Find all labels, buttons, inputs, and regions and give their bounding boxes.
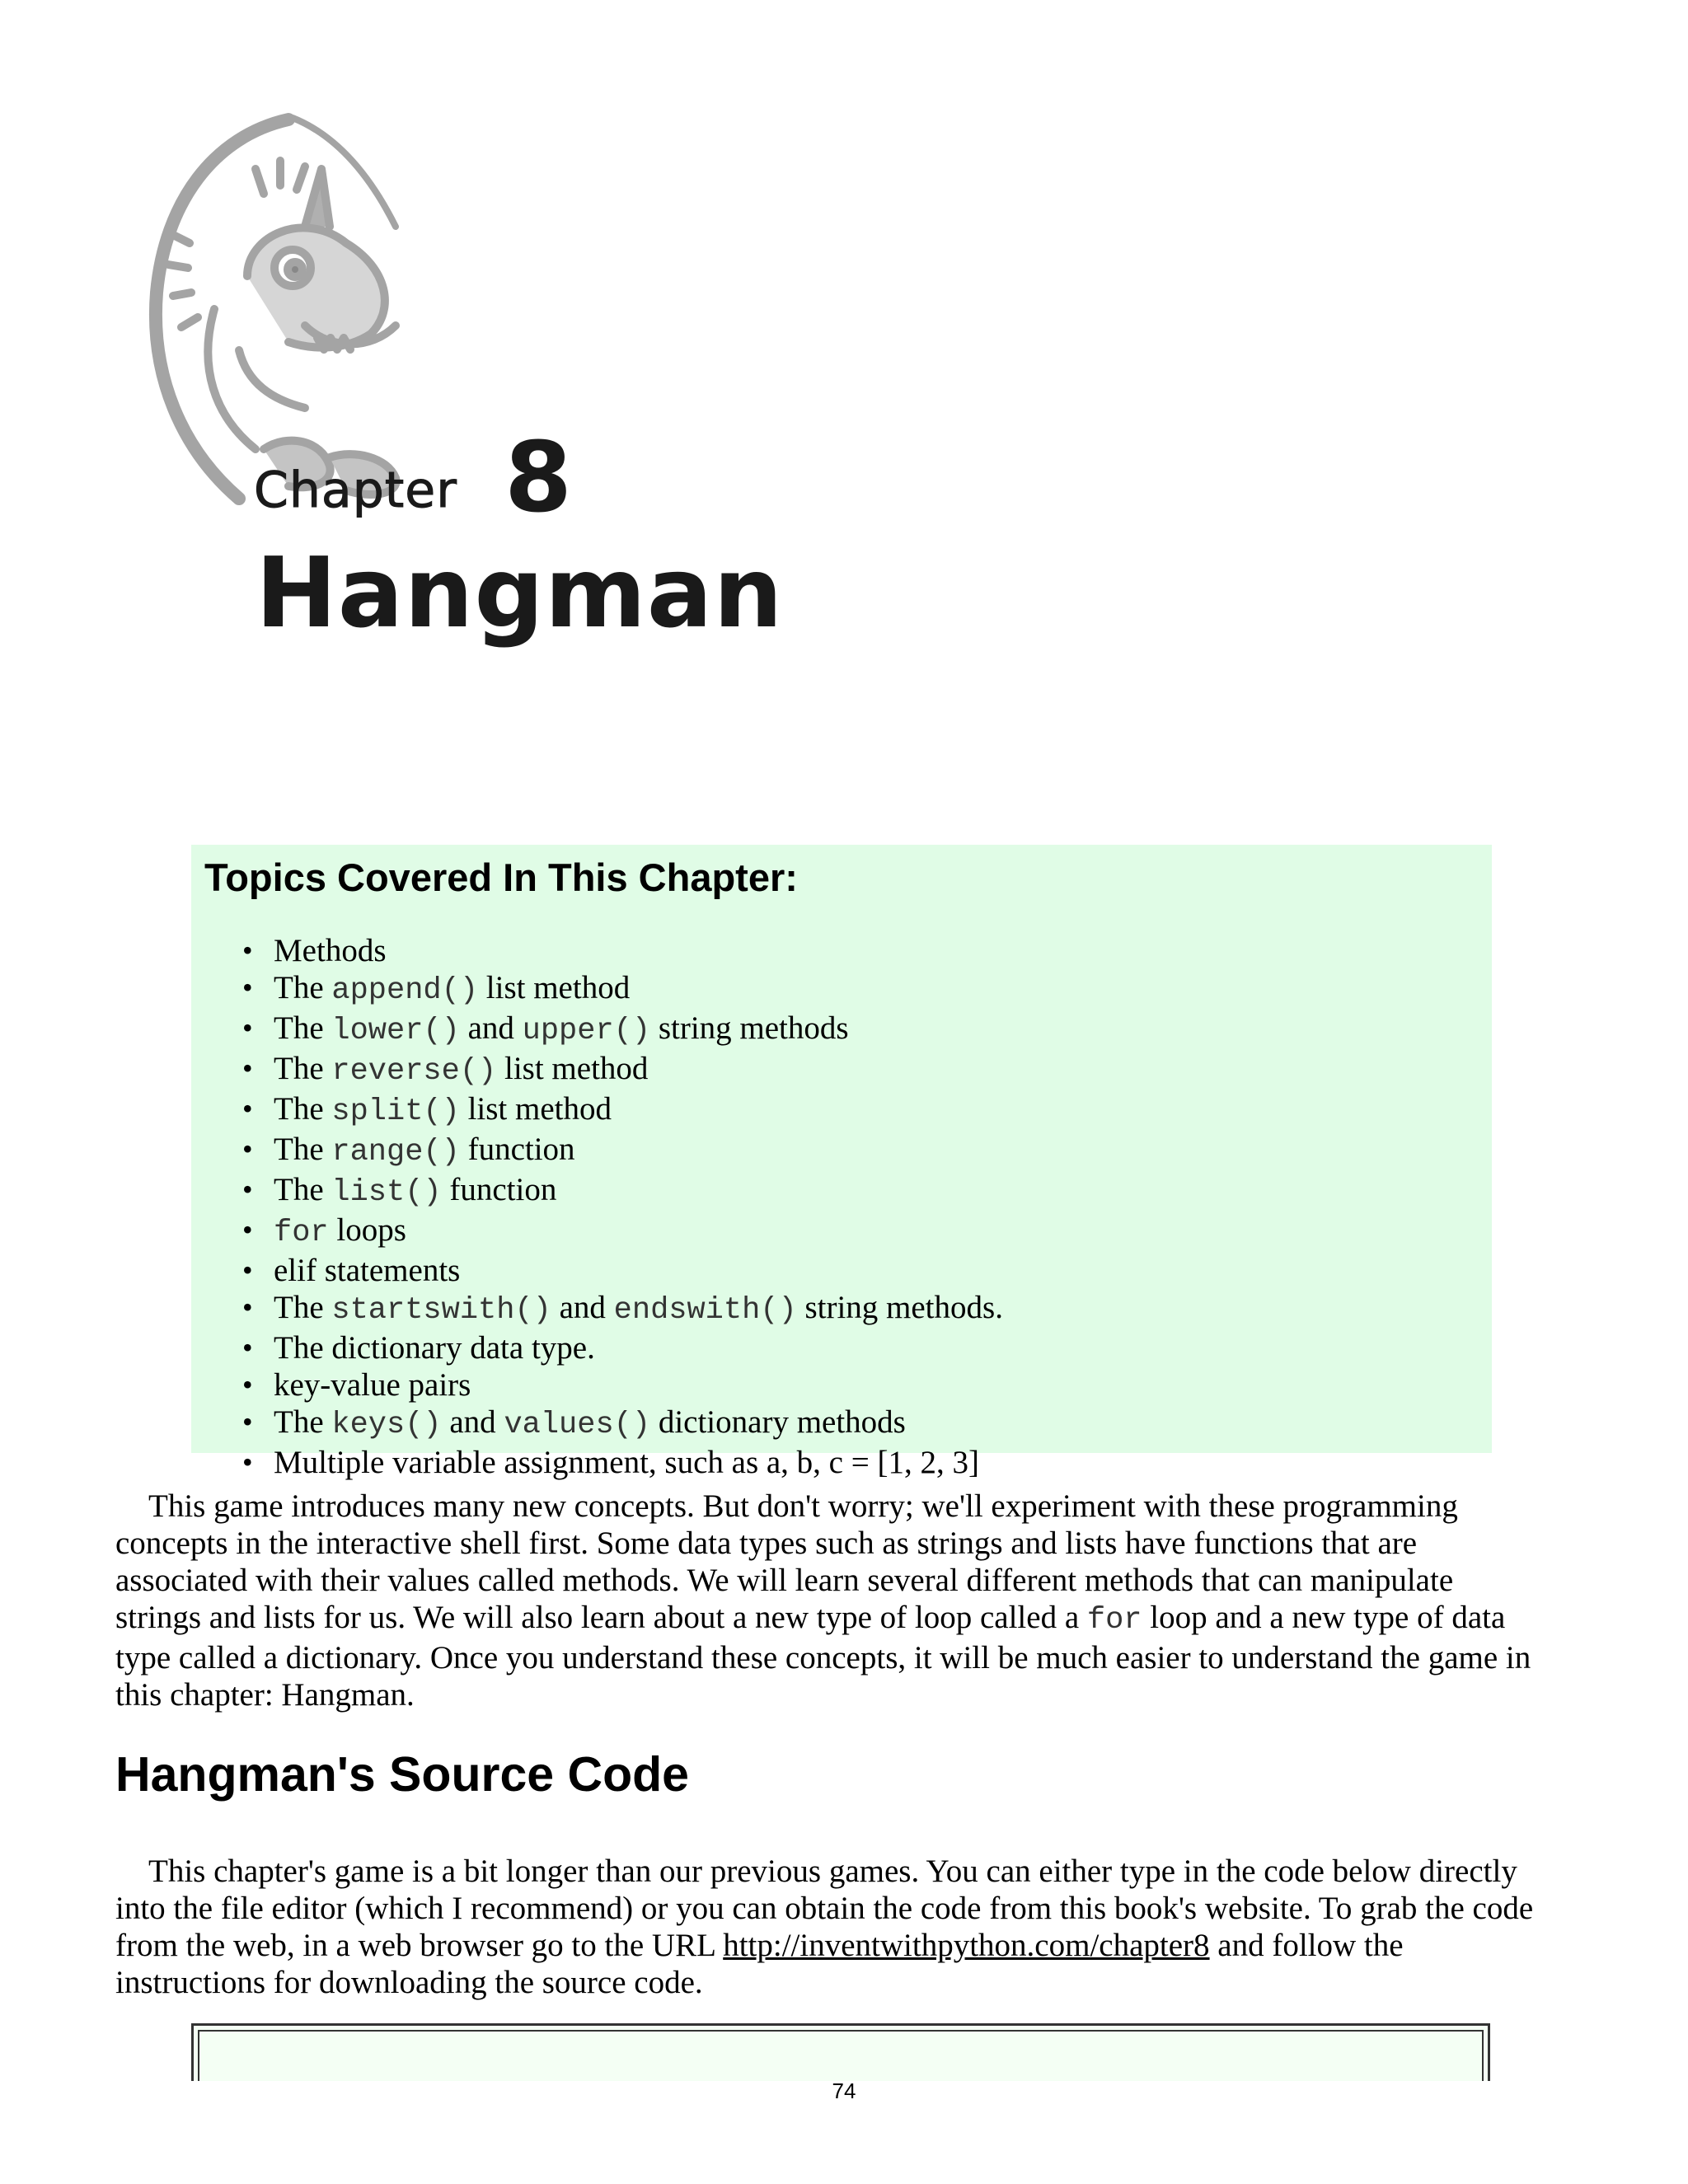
topic-text: The	[274, 1132, 332, 1167]
topic-text: The	[274, 1051, 332, 1086]
topic-inline-code: keys()	[331, 1408, 442, 1442]
topic-item	[274, 1090, 1492, 1131]
topic-item	[274, 1444, 1492, 1481]
topic-item	[274, 969, 1492, 1010]
topic-text: The	[274, 1172, 332, 1207]
topic-inline-code: endswith()	[613, 1293, 797, 1328]
topics-heading: Topics Covered In This Chapter:	[204, 855, 798, 899]
topic-item	[274, 1252, 1492, 1289]
topics-box	[191, 845, 1492, 1480]
page-number: 74	[832, 2079, 856, 2103]
topic-inline-code: lower()	[331, 1014, 460, 1048]
topic-text: and	[459, 1010, 523, 1046]
section-heading-source-code: Hangman's Source Code	[115, 1747, 689, 1802]
intro-text-before: This game introduces many new concepts. But don't worry; we'll experiment with these programming concepts in the interactive shell first. Some data types such as strings and lists have functions that are associated with their values called methods. We will learn several different methods that can manipulate strings and lists for us. We will also learn about a new type of loop called a	[115, 1488, 1458, 1635]
topic-text: elif statements	[274, 1253, 461, 1288]
topic-text: list method	[478, 970, 631, 1005]
topic-inline-code: values()	[504, 1408, 651, 1442]
source-text-after: and follow the instructions for downloading the source code.	[115, 1928, 1404, 2000]
topic-text: list method	[496, 1051, 649, 1086]
topic-item	[274, 1010, 1492, 1050]
intro-text-after: loop and a new type of data type called a dictionary. Once you understand these concepts, it will be much easier to understand the game in this chapter: Hangman.	[115, 1600, 1531, 1713]
source-text-before: This chapter's game is a bit longer than our previous games. You can either type in the code below directly into the file editor (which I recommend) or you can obtain the code from this book's website. To grab the code from the web, in a web browser go to the URL	[115, 1854, 1534, 1963]
topic-text: Multiple variable assignment, such as a, b, c = [1, 2, 3]	[274, 1445, 979, 1480]
topic-text: string methods	[650, 1010, 849, 1046]
topic-item	[274, 932, 1492, 969]
topic-inline-code: reverse()	[331, 1054, 497, 1089]
topic-text: key-value pairs	[274, 1367, 471, 1403]
chapter8-url-link[interactable]: http://inventwithpython.com/chapter8	[723, 1928, 1210, 1963]
intro-inline-code: for	[1086, 1603, 1142, 1638]
topic-item	[274, 1289, 1492, 1329]
topic-item	[274, 1050, 1492, 1090]
topic-text: loops	[328, 1212, 406, 1248]
topic-text: The	[274, 1404, 332, 1440]
topic-item	[274, 1131, 1492, 1171]
topic-text: and	[551, 1290, 614, 1325]
topic-inline-code: upper()	[522, 1014, 651, 1048]
intro-paragraph	[115, 1488, 1541, 1713]
topic-text: dictionary methods	[650, 1404, 906, 1440]
chapter-title: Hangman	[256, 536, 784, 649]
topic-text: function	[441, 1172, 557, 1207]
topic-text: The	[274, 1290, 332, 1325]
topic-text: and	[441, 1404, 504, 1440]
topic-inline-code: range()	[331, 1135, 460, 1169]
topic-text: list method	[459, 1091, 612, 1127]
topic-inline-code: split()	[331, 1094, 460, 1129]
topic-item	[274, 1171, 1492, 1212]
source-paragraph	[115, 1853, 1541, 2001]
topic-text: string methods.	[796, 1290, 1003, 1325]
topics-list	[204, 932, 1492, 1481]
topic-text: The	[274, 1010, 332, 1046]
topic-text: function	[459, 1132, 575, 1167]
chapter-label: Chapter	[254, 462, 457, 519]
topic-text: The	[274, 1091, 332, 1127]
topic-item	[274, 1404, 1492, 1444]
topic-text: The	[274, 970, 332, 1005]
topic-inline-code: for	[274, 1216, 329, 1250]
topic-text: Methods	[274, 933, 387, 968]
source-code-box	[191, 2023, 1490, 2081]
topic-inline-code: list()	[331, 1175, 442, 1210]
topic-text: The dictionary data type.	[274, 1330, 595, 1366]
topic-inline-code: startswith()	[331, 1293, 551, 1328]
topic-inline-code: append()	[331, 973, 479, 1008]
topic-item	[274, 1212, 1492, 1252]
topic-item	[274, 1366, 1492, 1404]
chapter-number: 8	[504, 420, 573, 534]
topic-item	[274, 1329, 1492, 1366]
